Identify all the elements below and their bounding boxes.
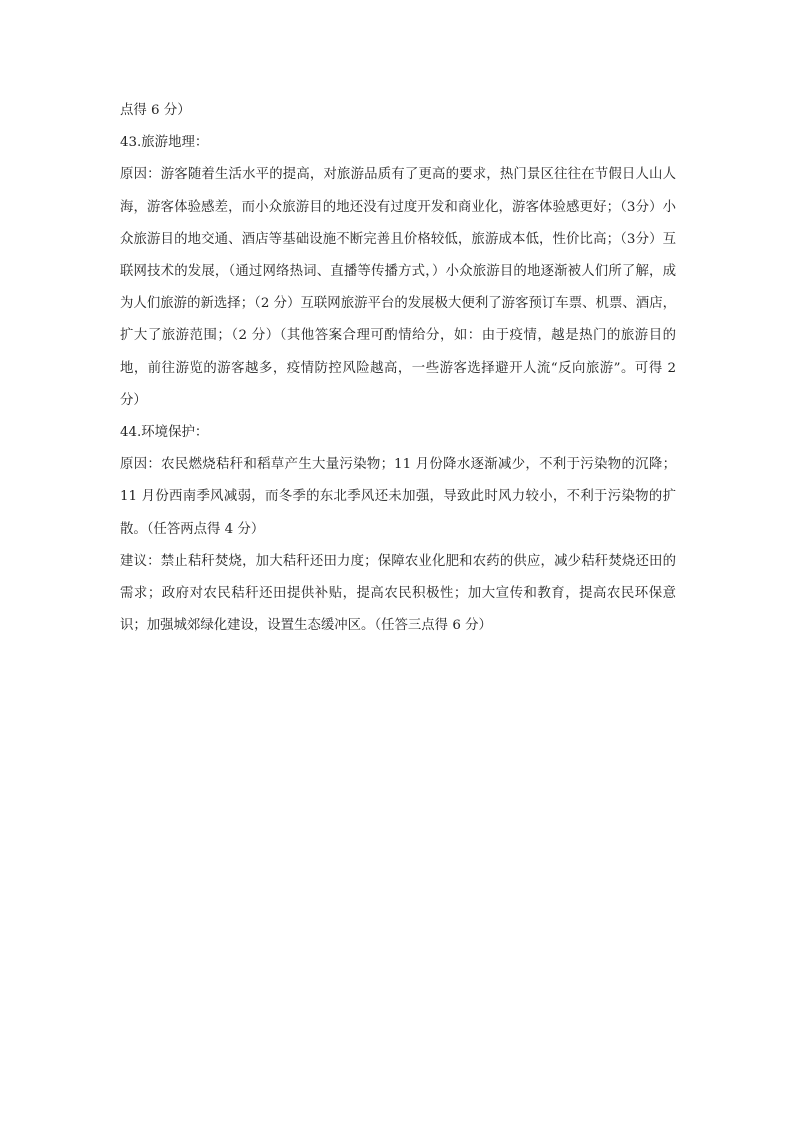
continued-line: 点得 6 分） [120, 103, 191, 118]
document-page [120, 95, 676, 642]
section-43-heading: 43.旅游地理： [120, 135, 209, 151]
section-44-heading: 44.环境保护： [120, 425, 209, 441]
section-44-suggestion: 建议：禁止秸秆焚烧，加大秸秆还田力度；保障农业化肥和农药的供应，减少秸秆焚烧还田的需求；政府对农民秸秆还田提供补贴，提高农民积极性；加大宣传和教育，提高农民环保意识；加强城郊绿化建设，设置生态缓冲区。（任答三点得 6 分） [120, 553, 676, 634]
section-43-reason: 原因：游客随着生活水平的提高，对旅游品质有了更高的要求，热门景区往往在节假日人山人海，游客体验感差，而小众旅游目的地还没有过度开发和商业化，游客体验感更好；（3分）小众旅游目的地交通、酒店等基础设施不断完善且价格较低，旅游成本低，性价比高；（3分）互联网技术的发展，（通过网络热词、直播等传播方式，）小众旅游目的地逐渐被人们所了解，成为人们旅游的新选择；（2 分）互联网旅游平台的发展极大便利了游客预订车票、机票、酒店，扩大了旅游范围；（2 分）（其他答案合理可酌情给分，如：由于疫情，越是热门的旅游目的地，前往游览的游客越多，疫情防控风险越高，一些游客选择避开人流“反向旅游”。可得 2 分） [120, 167, 676, 408]
section-44-reason: 原因：农民燃烧秸秆和稻草产生大量污染物；11 月份降水逐渐减少，不利于污染物的沉降；11 月份西南季风减弱，而冬季的东北季风还未加强，导致此时风力较小，不利于污染物的扩散。（任答两点得 4 分） [120, 457, 676, 537]
